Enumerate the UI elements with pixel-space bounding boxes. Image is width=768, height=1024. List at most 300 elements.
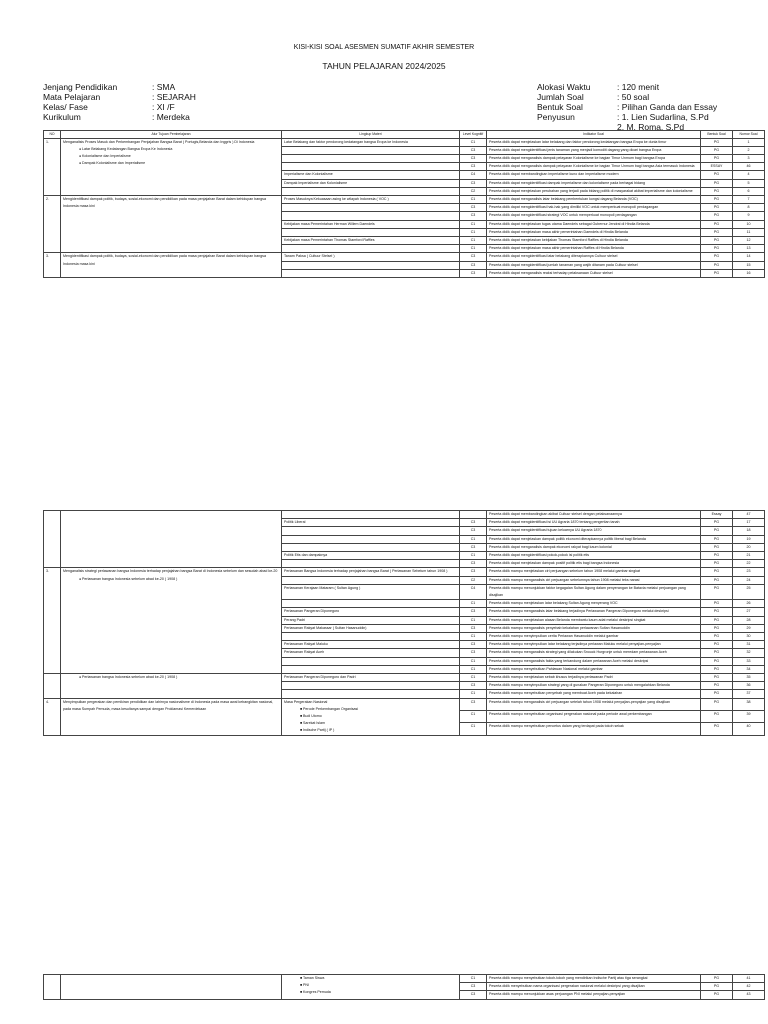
indikator-cell: Peserta didik mampu menjelaskan ciri perjuangan sebelum tahun 1908 melalui gambar singkat bbox=[487, 568, 701, 576]
materi-cell bbox=[282, 698, 460, 735]
kisi-table-page-1 bbox=[43, 130, 765, 278]
no-cell: 1. bbox=[44, 138, 61, 195]
materi-cell: Tanam Paksa ( Cultuur Stelsel ) bbox=[282, 253, 460, 261]
indikator-cell: Peserta didik mampu menjelaskan latar belakang Sultan Agung menyerang VOC bbox=[487, 600, 701, 608]
materi-cell: Perlawanan Pangeran Diponegoro dan Padri bbox=[282, 674, 460, 682]
table-row bbox=[44, 511, 765, 519]
materi-cell: Perang Padri bbox=[282, 616, 460, 624]
materi-cell: Imperialisme dan Kolonialisme bbox=[282, 171, 460, 179]
level-cell: C1 bbox=[460, 236, 487, 244]
level-cell: C3 bbox=[460, 649, 487, 657]
level-cell: C1 bbox=[460, 674, 487, 682]
indikator-cell: Peserta didik mampu menganalisis penyebab kekalahan perlawanan Sultan Hasanuddin bbox=[487, 624, 701, 632]
level-cell: C1 bbox=[460, 665, 487, 673]
bentuk-cell: PG bbox=[701, 674, 733, 682]
nomor-cell: 36 bbox=[733, 682, 765, 690]
info-value: : SMA bbox=[152, 82, 176, 92]
info-value: : 1. Lien Sudarlina, S.Pd bbox=[617, 112, 709, 122]
atp-text: Menganalisis Proses Masuk dan Perkembangan Penjajahan Bangsa Barat ( Portugis,Belanda dan Inggris ) Di Indonesia bbox=[63, 139, 255, 144]
info-value: : Pilihan Ganda dan Essay bbox=[617, 102, 718, 112]
indikator-cell: Peserta didik dapat menjelaskan kebijakan Thomas Stamford Raffles di Hindia Belanda bbox=[487, 236, 701, 244]
bentuk-cell: PG bbox=[701, 560, 733, 568]
level-cell: C2 bbox=[460, 187, 487, 195]
nomor-cell: 12 bbox=[733, 236, 765, 244]
indikator-cell: Peserta didik dapat menganalisis dampak pelayaran Kolonialisme ke bagian Timur Unmum bagi bangsa Asia termasuk Indonesia bbox=[487, 163, 701, 171]
nomor-cell: 10 bbox=[733, 220, 765, 228]
nomor-cell: 13 bbox=[733, 245, 765, 253]
materi-cell: Proses Masuknya Kekuasaan asing ke wilayah Indonesia ( VOC ) bbox=[282, 195, 460, 203]
info-value: : 50 soal bbox=[617, 92, 650, 102]
indikator-cell: Peserta didik mampu menganalisis ciri perjuangan sebelumnya tahun 1908 melalui teks narasi bbox=[487, 576, 701, 584]
indikator-cell: Peserta didik mampu menyebutkan Pahlawan Nasional melalui gambar bbox=[487, 665, 701, 673]
materi-cell bbox=[282, 245, 460, 253]
materi-item: ■ Budi Utomo bbox=[284, 713, 457, 720]
indikator-cell: Peserta didik mampu menunjukkan asas perjuangan PNI melalui penyajian-penyajian bbox=[487, 991, 701, 999]
bentuk-cell: PG bbox=[701, 204, 733, 212]
no-cell: 3. bbox=[44, 253, 61, 278]
no-cell bbox=[44, 674, 61, 699]
level-cell: C3 bbox=[460, 212, 487, 220]
level-cell: C3 bbox=[460, 269, 487, 277]
table-body bbox=[44, 138, 765, 277]
indikator-cell: Peserta didik dapat mengidentifikasi jenis tanaman yang menjadi komoditi dagang yang dicari bangsa Eropa bbox=[487, 146, 701, 154]
info-value: : 120 menit bbox=[617, 82, 660, 92]
indikator-cell: Peserta didik mampu menganalisis latar belakang terjadinya Perlawanan Pangeran Diponegoro melalui deskripsi bbox=[487, 608, 701, 616]
materi-cell bbox=[282, 163, 460, 171]
nomor-cell: 6 bbox=[733, 187, 765, 195]
nomor-cell: 15 bbox=[733, 261, 765, 269]
materi-cell bbox=[282, 511, 460, 519]
level-cell: C3 bbox=[460, 983, 487, 991]
nomor-cell: 8 bbox=[733, 204, 765, 212]
materi-cell: Perlawanan Rakyat Makassar ( Sultan Hasanuddin) bbox=[282, 624, 460, 632]
level-cell: C1 bbox=[460, 220, 487, 228]
atp-item: ● Latar Belakang Kedatangan Bangsa Eropa Ke Indonesia bbox=[63, 146, 279, 153]
nomor-cell: 5 bbox=[733, 179, 765, 187]
bentuk-cell: PG bbox=[701, 543, 733, 551]
table-row bbox=[44, 195, 765, 203]
no-cell bbox=[44, 511, 61, 568]
level-cell: C1 bbox=[460, 975, 487, 983]
materi-cell: Politik Liberal bbox=[282, 519, 460, 527]
nomor-cell: 43 bbox=[733, 991, 765, 999]
level-cell: C1 bbox=[460, 711, 487, 723]
nomor-cell: 29 bbox=[733, 624, 765, 632]
indikator-cell: Peserta didik mampu menjelaskan alasan Belanda membantu kaum adat melalui deskripsi singkat bbox=[487, 616, 701, 624]
level-cell: C3 bbox=[460, 698, 487, 710]
bentuk-cell: Essay bbox=[701, 511, 733, 519]
nomor-cell: 24 bbox=[733, 576, 765, 584]
nomor-cell: 38 bbox=[733, 698, 765, 710]
nomor-cell: 9 bbox=[733, 212, 765, 220]
bentuk-cell: PG bbox=[701, 690, 733, 698]
level-cell: C3 bbox=[460, 991, 487, 999]
level-cell: C3 bbox=[460, 624, 487, 632]
indikator-cell: Peserta didik dapat mengidentifikasi tujuan keluarnya UU Agraria 1870 bbox=[487, 527, 701, 535]
bentuk-cell: PG bbox=[701, 576, 733, 584]
level-cell: C1 bbox=[460, 600, 487, 608]
kisi-table-page-3 bbox=[43, 974, 765, 1000]
level-cell: C2 bbox=[460, 576, 487, 584]
materi-cell: Kebijakan masa Pemerintahan Thomas Stamford Raffles bbox=[282, 236, 460, 244]
info-row bbox=[43, 112, 196, 122]
atp-text: Mengidentifikasi dampak politik, budaya, sosial-ekonomi dan pendidikan pada masa penjajahan Barat dalam kehidupan bangsa Indonesia masa kini bbox=[63, 254, 266, 266]
nomor-cell: 11 bbox=[733, 228, 765, 236]
bentuk-cell: PG bbox=[701, 527, 733, 535]
nomor-cell: 2 bbox=[733, 146, 765, 154]
materi-item: ■ Indische Partij ( IP ) bbox=[284, 727, 457, 734]
materi-cell: Perlawanan Rakyat Aceh bbox=[282, 649, 460, 657]
info-value: : XI /F bbox=[152, 102, 175, 112]
nomor-cell: 4 bbox=[733, 171, 765, 179]
document-subtitle: TAHUN PELAJARAN 2024/2025 bbox=[322, 61, 446, 71]
indikator-cell: Peserta didik dapat mengidentifikasi jumlah tanaman yang wajib ditanam pada Cultuur stelsel bbox=[487, 261, 701, 269]
atp-text: Mengidentifikasi dampak politik, budaya, sosial-ekonomi dan pendidikan pada masa penjajahan Barat dalam kehidupan bangsa Indonesia masa kini bbox=[63, 196, 266, 209]
bentuk-cell: PG bbox=[701, 220, 733, 228]
nomor-cell: 19 bbox=[733, 535, 765, 543]
bentuk-cell: PG bbox=[701, 584, 733, 599]
indikator-cell: Peserta didik dapat membandingkan imperialisme kuno dan imperialisme modern bbox=[487, 171, 701, 179]
atp-item: ● Perlawanan bangsa Indonesia sebelum abad ke-20 ( 1908 ) bbox=[63, 674, 279, 681]
nomor-cell: 16 bbox=[733, 269, 765, 277]
table-row bbox=[44, 253, 765, 261]
bentuk-cell: PG bbox=[701, 261, 733, 269]
materi-cell bbox=[282, 269, 460, 277]
atp-cell bbox=[61, 975, 282, 1000]
nomor-cell: 30 bbox=[733, 633, 765, 641]
bentuk-cell: PG bbox=[701, 975, 733, 983]
materi-cell: Perlawanan Rakyat Maluku bbox=[282, 641, 460, 649]
bentuk-cell: PG bbox=[701, 682, 733, 690]
info-row bbox=[537, 92, 717, 102]
indikator-cell: Peserta didik dapat mengidentifikasi isi UU Agraria 1870 tentang pengertian tanah bbox=[487, 519, 701, 527]
header-materi: Lingkup Materi bbox=[282, 131, 460, 139]
table-header-row bbox=[44, 131, 765, 139]
kisi-table-page-2 bbox=[43, 510, 765, 736]
header-bentuk: Bentuk Soal bbox=[701, 131, 733, 139]
nomor-cell: 1 bbox=[733, 138, 765, 146]
level-cell: C3 bbox=[460, 641, 487, 649]
no-cell: 2. bbox=[44, 195, 61, 252]
materi-cell bbox=[282, 146, 460, 154]
materi-cell: Perlawanan Pangeran Diponegoro bbox=[282, 608, 460, 616]
info-label: Mata Pelajaran bbox=[43, 92, 101, 102]
info-row bbox=[43, 102, 196, 112]
nomor-cell: 40 bbox=[733, 723, 765, 735]
nomor-cell: 47 bbox=[733, 511, 765, 519]
materi-cell: Perlawanan Bangsa Indonesia terhadap penjajahan bangsa Barat ( Perlawanan Sebelum tahun 1908 ) bbox=[282, 568, 460, 576]
indikator-cell: Peserta didik dapat menjelaskan masa akhir pemerintahan Raffles di Hindia Belanda bbox=[487, 245, 701, 253]
bentuk-cell: PG bbox=[701, 171, 733, 179]
level-cell: C1 bbox=[460, 616, 487, 624]
indikator-cell: Peserta didik mampu menunjukkan faktor kegagalan Sultan Agung dalam penyerangan ke Batavia melalui perjuangan yang disajikan bbox=[487, 584, 701, 599]
materi-item: ■ Sarekat Islam bbox=[284, 720, 457, 727]
materi-cell bbox=[282, 975, 460, 1000]
nomor-cell: 41 bbox=[733, 975, 765, 983]
info-row bbox=[43, 92, 196, 102]
bentuk-cell: PG bbox=[701, 991, 733, 999]
materi-item: ■ Kongres Pemuda bbox=[284, 989, 457, 996]
info-label: Kelas/ Fase bbox=[43, 102, 88, 112]
materi-item: ■ Taman Siswa bbox=[284, 975, 457, 982]
bentuk-cell: PG bbox=[701, 552, 733, 560]
bentuk-cell: PG bbox=[701, 154, 733, 162]
nomor-cell: 14 bbox=[733, 253, 765, 261]
bentuk-cell: PG bbox=[701, 269, 733, 277]
atp-cell bbox=[61, 674, 282, 699]
info-label: Alokasi Waktu bbox=[537, 82, 591, 92]
bentuk-cell: PG bbox=[701, 212, 733, 220]
info-value: 2. M. Roma, S.Pd bbox=[617, 122, 685, 132]
info-row bbox=[537, 102, 717, 112]
table-row bbox=[44, 674, 765, 682]
level-cell: C4 bbox=[460, 171, 487, 179]
nomor-cell: 22 bbox=[733, 560, 765, 568]
nomor-cell: 28 bbox=[733, 616, 765, 624]
materi-item: ■ Perode Perkembangan Organisasi bbox=[284, 706, 457, 713]
bentuk-cell: PG bbox=[701, 568, 733, 576]
bentuk-cell: PG bbox=[701, 723, 733, 735]
no-cell: 3. bbox=[44, 568, 61, 674]
nomor-cell: 46 bbox=[733, 163, 765, 171]
header-indikator: Indikator Soal bbox=[487, 131, 701, 139]
indikator-cell: Peserta didik mampu menganalisis strategi yang dilakukan Snouck Hurgronje untuk meredam perlawanan Aceh bbox=[487, 649, 701, 657]
atp-text: Menganalisis strategi perlawanan bangsa Indonesia terhadap penjajahan bangsa Barat di Indonesia sebelum dan sesudah abad ke-20 bbox=[63, 569, 278, 574]
indikator-cell: Peserta didik mampu menganalisis fakta yang terkandung dalam perlawanan Aceh melalui deskripsi bbox=[487, 657, 701, 665]
materi-cell bbox=[282, 154, 460, 162]
indikator-cell: Peserta didik dapat mengidentifikasi pokok-pokok isi politik etis bbox=[487, 552, 701, 560]
level-cell: C3 bbox=[460, 682, 487, 690]
materi-cell bbox=[282, 560, 460, 568]
indikator-cell: Peserta didik mampu menganalisis ciri perjuangan setelah tahun 1908 melalui penyajian-penyajian yang disajikan bbox=[487, 698, 701, 710]
nomor-cell: 23 bbox=[733, 568, 765, 576]
indikator-cell: Peserta didik mampu menyimpulkan strategi yang di gunakan Pangeran Diponegoro untuk mengalahkan Belanda bbox=[487, 682, 701, 690]
indikator-cell: Peserta didik dapat menganalisis reaksi terhadap pelaksanaan Cultuur stelsel bbox=[487, 269, 701, 277]
materi-cell bbox=[282, 261, 460, 269]
info-row bbox=[537, 82, 717, 92]
indikator-cell: Peserta didik dapat menjelaskan dampak positif politik etis bagi bangsa Indonesia bbox=[487, 560, 701, 568]
nomor-cell: 26 bbox=[733, 600, 765, 608]
bentuk-cell: PG bbox=[701, 698, 733, 710]
table-row bbox=[44, 138, 765, 146]
info-value: : SEJARAH bbox=[152, 92, 196, 102]
nomor-cell: 27 bbox=[733, 608, 765, 616]
level-cell: C3 bbox=[460, 253, 487, 261]
bentuk-cell: PG bbox=[701, 711, 733, 723]
level-cell: C1 bbox=[460, 657, 487, 665]
bentuk-cell: PG bbox=[701, 649, 733, 657]
indikator-cell: Peserta didik dapat menjelaskan dampak politik ekonomi diterapkannya politik liberal bagi Belanda bbox=[487, 535, 701, 543]
atp-item: ● Perlawanan bangsa Indonesia sebelum abad ke-20 ( 1908 ) bbox=[63, 576, 279, 583]
indikator-cell: Peserta didik dapat mengidentifikasi latar belakang diterapkannya Cultuur stelsel bbox=[487, 253, 701, 261]
bentuk-cell: PG bbox=[701, 535, 733, 543]
bentuk-cell: PG bbox=[701, 228, 733, 236]
level-cell: C1 bbox=[460, 723, 487, 735]
materi-cell bbox=[282, 633, 460, 641]
header-nomor: Nomor Soal bbox=[733, 131, 765, 139]
bentuk-cell: PG bbox=[701, 641, 733, 649]
document-title: KISI-KISI SOAL ASESMEN SUMATIF AKHIR SEMESTER bbox=[293, 44, 475, 51]
nomor-cell: 31 bbox=[733, 641, 765, 649]
materi-cell: Latar Belakang dan faktor pendorong kedatangan bangsa Eropa ke Indonesia bbox=[282, 138, 460, 146]
materi-text: Masa Pergerakan Nasional bbox=[284, 699, 328, 704]
level-cell bbox=[460, 511, 487, 519]
materi-cell bbox=[282, 665, 460, 673]
indikator-cell: Peserta didik dapat menjelaskan tugas utama Daendels sebagai Gubernur Jendral di Hindia Belanda bbox=[487, 220, 701, 228]
materi-cell bbox=[282, 212, 460, 220]
indikator-cell: Peserta didik mampu menjelaskan sebab khusus terjadinya perlawanan Padri bbox=[487, 674, 701, 682]
header-no: NO bbox=[44, 131, 61, 139]
level-cell: C1 bbox=[460, 535, 487, 543]
table-body bbox=[44, 975, 765, 1000]
info-label: Kurikulum bbox=[43, 112, 81, 122]
bentuk-cell: PG bbox=[701, 608, 733, 616]
materi-cell: Kebijakan masa Pemerintahan Herman Willem Daendels bbox=[282, 220, 460, 228]
level-cell: C3 bbox=[460, 204, 487, 212]
level-cell: C1 bbox=[460, 633, 487, 641]
bentuk-cell: PG bbox=[701, 187, 733, 195]
nomor-cell: 17 bbox=[733, 519, 765, 527]
level-cell: C4 bbox=[460, 584, 487, 599]
nomor-cell: 18 bbox=[733, 527, 765, 535]
nomor-cell: 21 bbox=[733, 552, 765, 560]
header-level: Level Kognitif bbox=[460, 131, 487, 139]
level-cell: C3 bbox=[460, 568, 487, 576]
nomor-cell: 7 bbox=[733, 195, 765, 203]
nomor-cell: 39 bbox=[733, 711, 765, 723]
bentuk-cell: PG bbox=[701, 665, 733, 673]
nomor-cell: 32 bbox=[733, 649, 765, 657]
indikator-cell: Peserta didik dapat menganalisis dampak ekonomi rakyat bagi kaum kolonial bbox=[487, 543, 701, 551]
materi-cell: Perlawanan Kerajaan Mataram ( Sultan Agung ) bbox=[282, 584, 460, 599]
materi-cell bbox=[282, 543, 460, 551]
materi-cell bbox=[282, 204, 460, 212]
indikator-cell: Peserta didik mampu menyebutkan organisasi pergerakan nasional pada periode awal perkembangan bbox=[487, 711, 701, 723]
level-cell: C3 bbox=[460, 163, 487, 171]
materi-cell bbox=[282, 228, 460, 236]
indikator-cell: Peserta didik dapat menganalisis latar belakang pembentukan kongsi dagang Belanda (VOC) bbox=[487, 195, 701, 203]
level-cell: C3 bbox=[460, 146, 487, 154]
bentuk-cell: PG bbox=[701, 253, 733, 261]
materi-cell bbox=[282, 535, 460, 543]
bentuk-cell: PG bbox=[701, 179, 733, 187]
no-cell: 4. bbox=[44, 698, 61, 735]
nomor-cell: 25 bbox=[733, 584, 765, 599]
info-label: Penyusun bbox=[537, 112, 575, 122]
materi-cell bbox=[282, 187, 460, 195]
indikator-cell: Peserta didik dapat menjelaskan latar belakang dan faktor pendorong kedatangan bangsa Eropa ke dunia timur bbox=[487, 138, 701, 146]
bentuk-cell: PG bbox=[701, 633, 733, 641]
info-value: : Merdeka bbox=[152, 112, 190, 122]
nomor-cell: 42 bbox=[733, 983, 765, 991]
level-cell: C3 bbox=[460, 179, 487, 187]
info-label: Bentuk Soal bbox=[537, 102, 583, 112]
materi-cell: Politik Etis dan dampaknya bbox=[282, 552, 460, 560]
indikator-cell: Peserta didik mampu menyimpulkan cerita Perlawan Hasanuddin melalui gambar bbox=[487, 633, 701, 641]
header-atp: Alur Tujuan Pembelajaran bbox=[61, 131, 282, 139]
bentuk-cell: PG bbox=[701, 245, 733, 253]
level-cell: C3 bbox=[460, 154, 487, 162]
materi-cell bbox=[282, 576, 460, 584]
materi-cell bbox=[282, 682, 460, 690]
indikator-cell: Peserta didik dapat membandingkan akibat Cultuur stelsel dengan pelaksanaannya bbox=[487, 511, 701, 519]
level-cell: C3 bbox=[460, 261, 487, 269]
indikator-cell: Peserta didik dapat mengidentifikasi strategi VOC untuk memperkuat monopoli perdagangan bbox=[487, 212, 701, 220]
bentuk-cell: PG bbox=[701, 624, 733, 632]
indikator-cell: Peserta didik mampu menyimpulkan latar belakang terjadinya perlawan Maluku melalui penyajian-penyajian bbox=[487, 641, 701, 649]
level-cell: C1 bbox=[460, 552, 487, 560]
indikator-cell: Peserta didik dapat menganalisis dampak pelayaran Kolonialisme ke bagian Timur Unmum bagi bangsa Eropa bbox=[487, 154, 701, 162]
materi-cell bbox=[282, 600, 460, 608]
level-cell: C1 bbox=[460, 245, 487, 253]
indikator-cell: Peserta didik dapat mengidentifikasi dampak imperialisme dan kolonialisme pada berbagai bidang bbox=[487, 179, 701, 187]
level-cell: C3 bbox=[460, 560, 487, 568]
nomor-cell: 34 bbox=[733, 665, 765, 673]
atp-cell bbox=[61, 253, 282, 278]
info-right bbox=[537, 82, 717, 132]
bentuk-cell: PG bbox=[701, 195, 733, 203]
materi-cell bbox=[282, 690, 460, 698]
materi-cell: Dampak Imperialisme dan Kolonialisme bbox=[282, 179, 460, 187]
atp-cell bbox=[61, 511, 282, 568]
bentuk-cell: PG bbox=[701, 616, 733, 624]
level-cell: C3 bbox=[460, 608, 487, 616]
nomor-cell: 37 bbox=[733, 690, 765, 698]
info-left bbox=[43, 82, 196, 122]
level-cell: C3 bbox=[460, 543, 487, 551]
info-label: Jenjang Pendidikan bbox=[43, 82, 118, 92]
bentuk-cell: PG bbox=[701, 983, 733, 991]
indikator-cell: Peserta didik dapat mengidentifikasi hak-hak yang dimiliki VOC untuk memperkuat monopoli perdagangan bbox=[487, 204, 701, 212]
level-cell: C1 bbox=[460, 138, 487, 146]
table-row bbox=[44, 975, 765, 983]
bentuk-cell: PG bbox=[701, 657, 733, 665]
materi-item: ■ PNI bbox=[284, 982, 457, 989]
no-cell bbox=[44, 975, 61, 1000]
nomor-cell: 35 bbox=[733, 674, 765, 682]
atp-cell bbox=[61, 195, 282, 252]
atp-item: ● Kolonialisme dan Imperialisme bbox=[63, 153, 279, 160]
indikator-cell: Peserta didik dapat menjelaskan perubahan yang terjadi pada bidang politik di masyarakat akibat imperialisme dan kolonialisme bbox=[487, 187, 701, 195]
level-cell: C1 bbox=[460, 228, 487, 236]
indikator-cell: Peserta didik mampu menyebutkan pencetus dalam yang terdapat pada tokoh sekak bbox=[487, 723, 701, 735]
table-row bbox=[44, 568, 765, 576]
nomor-cell: 33 bbox=[733, 657, 765, 665]
level-cell: C1 bbox=[460, 690, 487, 698]
indikator-cell: Peserta didik dapat menjelaskan masa akhir pemerintahan Daendels di Hindia Belanda bbox=[487, 228, 701, 236]
table-row bbox=[44, 698, 765, 710]
materi-cell bbox=[282, 657, 460, 665]
level-cell: C3 bbox=[460, 527, 487, 535]
atp-cell: Menyimpulkan pergerakan dan pemikiran pendidikan dan lahirnya nasionalisme di Indonesia pada masa awal kebangkitan nasional, pada masa Sumpah Pemuda, masa kesultanya sampai dengan Proklamasi Kemerdekaan bbox=[61, 698, 282, 735]
bentuk-cell: PG bbox=[701, 138, 733, 146]
level-cell: C1 bbox=[460, 195, 487, 203]
indikator-cell: Peserta didik mampu menyebutkan tokoh-tokoh yang mendirikan Indische Partij atau tiga serangkai bbox=[487, 975, 701, 983]
nomor-cell: 20 bbox=[733, 543, 765, 551]
info-row bbox=[537, 112, 717, 122]
atp-cell bbox=[61, 138, 282, 195]
bentuk-cell: ESSAY bbox=[701, 163, 733, 171]
info-row bbox=[43, 82, 196, 92]
materi-cell bbox=[282, 527, 460, 535]
table-body bbox=[44, 511, 765, 736]
level-cell: C3 bbox=[460, 519, 487, 527]
indikator-cell: Peserta didik menyebutkan nama organisasi pergerakan nasional melalui deskripsi yang disajikan bbox=[487, 983, 701, 991]
info-label: Jumlah Soal bbox=[537, 92, 584, 102]
indikator-cell: Peserta didik mampu menyebutkan penyebab yang membuat Aceh pada kekalahan bbox=[487, 690, 701, 698]
atp-cell bbox=[61, 568, 282, 674]
bentuk-cell: PG bbox=[701, 519, 733, 527]
